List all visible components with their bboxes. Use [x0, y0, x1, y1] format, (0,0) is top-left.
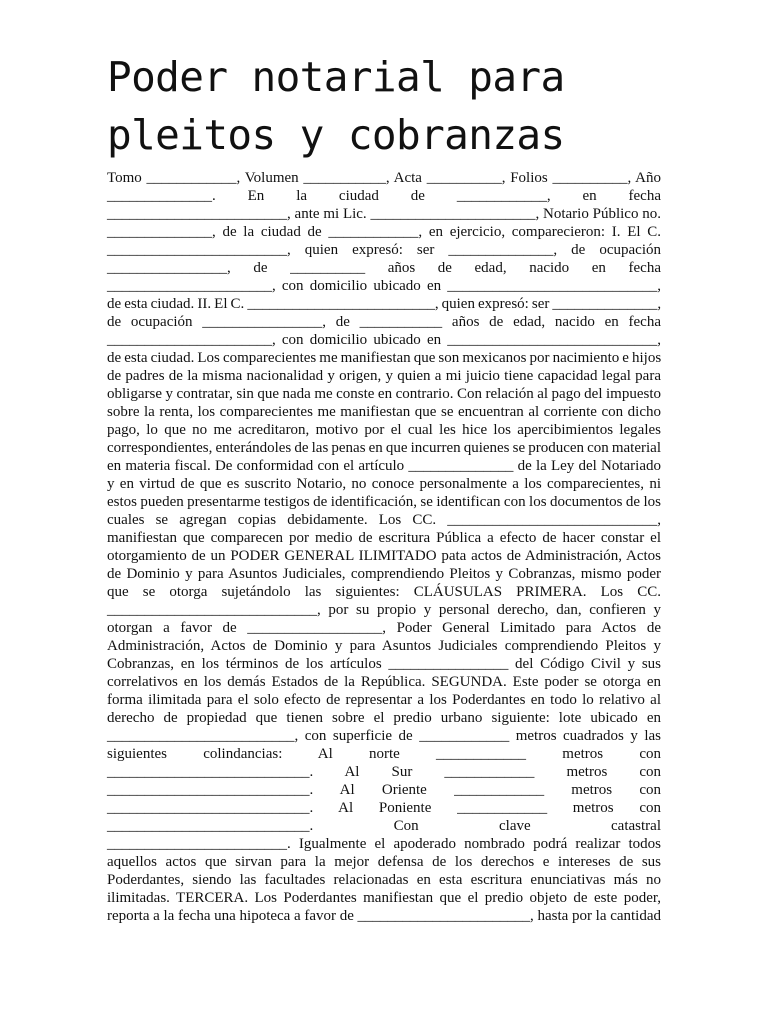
body-line: de esta ciudad. Los comparecientes me manifiestan que son mexicanos por nacimiento e hijos [107, 350, 662, 366]
body-line: ___________________________. Al Sur ____________ metros con [107, 764, 661, 780]
body-line: aquellos actos que sirvan para la mejor defensa de los derechos e intereses de sus [107, 854, 661, 870]
body-line: ______________________, con domicilio ubicado en ____________________________, [107, 332, 661, 348]
body-line: siguientes colindancias: Al norte ____________ metros con [107, 746, 661, 762]
body-line: de padres de la misma nacionalidad y origen, y quien a mi juicio tiene capacidad legal para [107, 368, 661, 384]
body-line: otorgan a favor de __________________, Poder General Limitado para Actos de [107, 620, 661, 636]
body-line: y en virtud de que es suscrito Notario, no conoce personalmente a los comparecientes, ni [107, 476, 661, 492]
document-body [107, 169, 661, 925]
body-line: obligarse y contratar, sin que nada me conste en contrario. Con relación al pago del impuesto [107, 386, 661, 402]
body-line: Poderdantes, siendo las facultades relacionadas en esta escritura enunciativas más no [107, 872, 661, 888]
body-line: ________________________, quien expresó: ser ______________, de ocupación [107, 242, 661, 258]
body-line: de ocupación ________________, de ___________ años de edad, nacido en fecha [107, 314, 661, 330]
body-line: ______________. En la ciudad de ____________, en fecha [107, 188, 661, 204]
body-line: en materia fiscal. De conformidad con el artículo ______________ de la Ley del Notariado [107, 458, 661, 474]
body-line: ________________________, ante mi Lic. ______________________, Notario Público no. [107, 206, 661, 222]
body-line: de Dominio y para Asuntos Judiciales, comprendiendo Pleitos y Cobranzas, mismo poder [107, 566, 661, 582]
title-line: pleitos y cobranzas [107, 111, 565, 159]
body-line: ____________________________, por su propio y personal derecho, dan, confieren y [107, 602, 661, 618]
body-line: Cobranzas, en los términos de los artículos ________________ del Código Civil y sus [107, 656, 661, 672]
body-line: correlativos en los demás Estados de la República. SEGUNDA. Este poder se otorga en [107, 674, 661, 690]
body-line: ______________________, con domicilio ubicado en ____________________________, [107, 278, 661, 294]
body-line: forma ilimitada para el solo efecto de representar a los Poderdantes en todo lo relativo al [107, 692, 661, 708]
body-line: Administración, Actos de Dominio y para Asuntos Judiciales comprendiendo Pleitos y [107, 638, 661, 654]
body-line: correspondientes, enterándoles de las penas en que incurren quienes se producen con material [107, 440, 661, 456]
body-line: ________________, de __________ años de edad, nacido en fecha [107, 260, 661, 276]
body-line: ________________________. Igualmente el apoderado nombrado podrá realizar todos [107, 836, 661, 852]
document-title [107, 48, 707, 164]
body-line: ___________________________. Con clave catastral [107, 818, 661, 834]
body-line: derecho de propiedad que tienen sobre el predio urbano siguiente: lote ubicado en [107, 710, 661, 726]
body-line: sobre la renta, los comparecientes me manifiestan que se encuentran al corriente con dicho [107, 404, 661, 420]
body-line: ilimitadas. TERCERA. Los Poderdantes manifiestan que el predio objeto de este poder, [107, 890, 661, 906]
body-line: otorgamiento de un PODER GENERAL ILIMITADO pata actos de Administración, Actos [107, 548, 661, 564]
body-line: _________________________, con superficie de ____________ metros cuadrados y las [107, 728, 661, 744]
body-line: que se otorga sujetándolo las siguientes: CLÁUSULAS PRIMERA. Los CC. [107, 584, 661, 600]
body-line: de esta ciudad. II. El C. _________________________, quien expresó: ser ______________, [107, 296, 662, 312]
body-line: ___________________________. Al Oriente ____________ metros con [107, 782, 661, 798]
body-line: estos pueden presentarme testigos de identificación, se identifican con los documentos de los [107, 494, 661, 510]
body-line: Tomo ____________, Volumen ___________, Acta __________, Folios __________, Año [107, 170, 661, 186]
body-line: reporta a la fecha una hipoteca a favor de _______________________, hasta por la cantidad [107, 908, 661, 924]
body-line: manifiestan que comparecen por medio de escritura Pública a efecto de hacer constar el [107, 530, 661, 546]
body-line: pago, lo que no me acreditaron, motivo por el cual les hice los apercibimientos legales [107, 422, 661, 438]
body-line: cuales se agregan copias debidamente. Los CC. ____________________________, [107, 512, 661, 528]
body-line: ___________________________. Al Poniente ____________ metros con [107, 800, 661, 816]
body-line: ______________, de la ciudad de ____________, en ejercicio, comparecieron: I. El C. [107, 224, 661, 240]
title-line: Poder notarial para [107, 53, 565, 101]
